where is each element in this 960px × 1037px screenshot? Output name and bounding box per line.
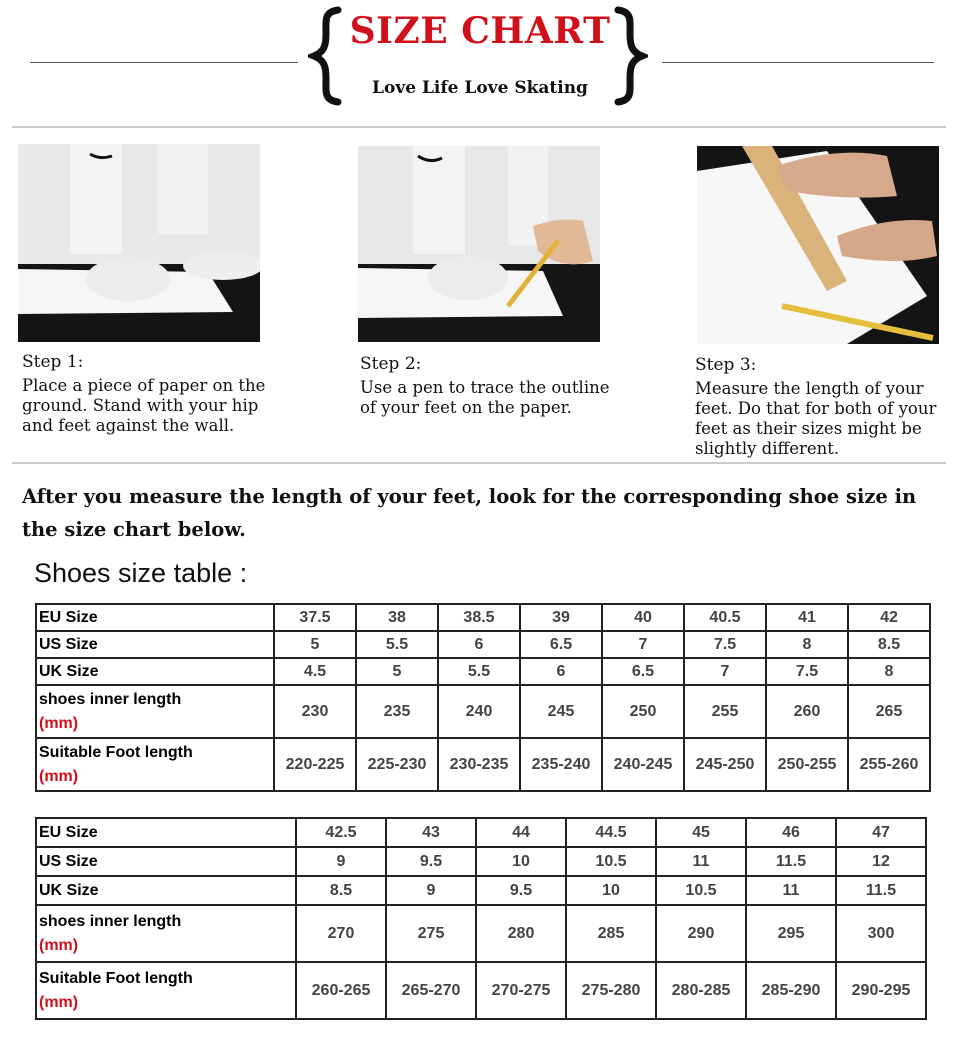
size-cell: 285-290 [746,962,836,1019]
size-cell: 38.5 [438,604,520,631]
size-cell: 285 [566,905,656,962]
size-cell: 46 [746,818,836,847]
size-cell: 40 [602,604,684,631]
size-cell: 8 [848,658,930,685]
row-label-uk: UK Size [36,658,274,685]
size-cell: 41 [766,604,848,631]
size-cell: 300 [836,905,926,962]
row-label-text: shoes inner length [39,690,182,708]
size-cell: 265 [848,685,930,738]
row-label-inner [36,905,296,962]
step3-line: feet as their sizes might be [695,419,922,438]
row-label-text: shoes inner length [39,912,182,930]
step3-line: Measure the length of your [695,379,924,398]
row-label-eu: EU Size [36,818,296,847]
table-row [36,631,930,658]
row-label-us: US Size [36,631,274,658]
size-cell: 11.5 [836,876,926,905]
divider-top [12,126,946,128]
size-cell: 280 [476,905,566,962]
step2-line: Use a pen to trace the outline [360,378,610,397]
table-row [36,876,926,905]
size-cell: 43 [386,818,476,847]
size-cell: 6 [438,631,520,658]
size-cell: 235 [356,685,438,738]
row-label-foot [36,738,274,791]
size-cell: 9.5 [386,847,476,876]
instruction-text: After you measure the length of your feet, look for the corresponding shoe size in the size chart below. [22,485,917,541]
step1-line: and feet against the wall. [22,416,235,435]
unit-label: (mm) [39,714,79,732]
step1-text [22,376,265,436]
size-cell: 255 [684,685,766,738]
size-cell: 37.5 [274,604,356,631]
size-cell: 240 [438,685,520,738]
size-cell: 10.5 [656,876,746,905]
row-label-eu: EU Size [36,604,274,631]
size-cell: 8 [766,631,848,658]
size-cell: 250-255 [766,738,848,791]
size-cell: 280-285 [656,962,746,1019]
size-cell: 245-250 [684,738,766,791]
page-subtitle: Love Life Love Skating [372,78,588,98]
size-cell: 290-295 [836,962,926,1019]
size-table-1 [35,603,931,792]
table-heading: Shoes size table : [34,558,248,588]
divider-middle [12,462,946,464]
size-cell: 240-245 [602,738,684,791]
size-cell: 8.5 [848,631,930,658]
size-cell: 10 [566,876,656,905]
page-title: SIZE CHART [349,10,611,52]
table-row [36,685,930,738]
step2-text [360,378,609,418]
row-label-inner [36,685,274,738]
row-label-us: US Size [36,847,296,876]
unit-label: (mm) [39,936,79,954]
table-row [36,962,926,1019]
row-label-text: Suitable Foot length [39,743,193,761]
size-cell: 45 [656,818,746,847]
step1-line: Place a piece of paper on the [22,376,266,395]
step3-line: feet. Do that for both of your [695,399,937,418]
size-cell: 9.5 [476,876,566,905]
size-cell: 230 [274,685,356,738]
header-rule-right [662,62,934,63]
size-cell: 270 [296,905,386,962]
step2-line: of your feet on the paper. [360,398,572,417]
size-cell: 7 [684,658,766,685]
size-cell: 230-235 [438,738,520,791]
size-cell: 11 [746,876,836,905]
row-label-text: Suitable Foot length [39,969,193,987]
size-cell: 275 [386,905,476,962]
table-row [36,738,930,791]
size-cell: 9 [386,876,476,905]
size-cell: 6.5 [602,658,684,685]
size-table-2 [35,817,927,1020]
size-cell: 39 [520,604,602,631]
table-row [36,818,926,847]
step1-title: Step 1: [22,352,84,372]
size-cell: 6.5 [520,631,602,658]
size-cell: 5 [274,631,356,658]
table-row [36,658,930,685]
step3-title: Step 3: [695,355,757,375]
size-cell: 235-240 [520,738,602,791]
size-cell: 290 [656,905,746,962]
size-cell: 12 [836,847,926,876]
size-cell: 42 [848,604,930,631]
row-label-foot [36,962,296,1019]
size-cell: 275-280 [566,962,656,1019]
size-cell: 47 [836,818,926,847]
size-cell: 220-225 [274,738,356,791]
size-cell: 42.5 [296,818,386,847]
step3-text [695,379,936,459]
step3-photo [697,146,939,344]
size-cell: 5 [356,658,438,685]
size-cell: 4.5 [274,658,356,685]
size-cell: 10 [476,847,566,876]
size-cell: 5.5 [438,658,520,685]
size-cell: 7.5 [684,631,766,658]
step3-line: slightly different. [695,439,840,458]
size-cell: 5.5 [356,631,438,658]
unit-label: (mm) [39,767,79,785]
table-row [36,847,926,876]
step2-title: Step 2: [360,354,422,374]
size-cell: 250 [602,685,684,738]
size-cell: 38 [356,604,438,631]
step1-line: ground. Stand with your hip [22,396,259,415]
table-row [36,604,930,631]
step2-photo [358,146,600,342]
size-cell: 7.5 [766,658,848,685]
size-cell: 11.5 [746,847,836,876]
size-cell: 6 [520,658,602,685]
size-cell: 225-230 [356,738,438,791]
size-cell: 11 [656,847,746,876]
size-cell: 44.5 [566,818,656,847]
size-cell: 8.5 [296,876,386,905]
row-label-uk: UK Size [36,876,296,905]
size-cell: 295 [746,905,836,962]
size-cell: 40.5 [684,604,766,631]
table-row [36,905,926,962]
size-cell: 9 [296,847,386,876]
step1-photo [18,144,260,342]
size-cell: 7 [602,631,684,658]
size-cell: 270-275 [476,962,566,1019]
size-cell: 245 [520,685,602,738]
size-cell: 265-270 [386,962,476,1019]
size-cell: 44 [476,818,566,847]
size-cell: 10.5 [566,847,656,876]
header-rule-left [30,62,298,63]
size-cell: 255-260 [848,738,930,791]
size-cell: 260 [766,685,848,738]
unit-label: (mm) [39,993,79,1011]
size-cell: 260-265 [296,962,386,1019]
